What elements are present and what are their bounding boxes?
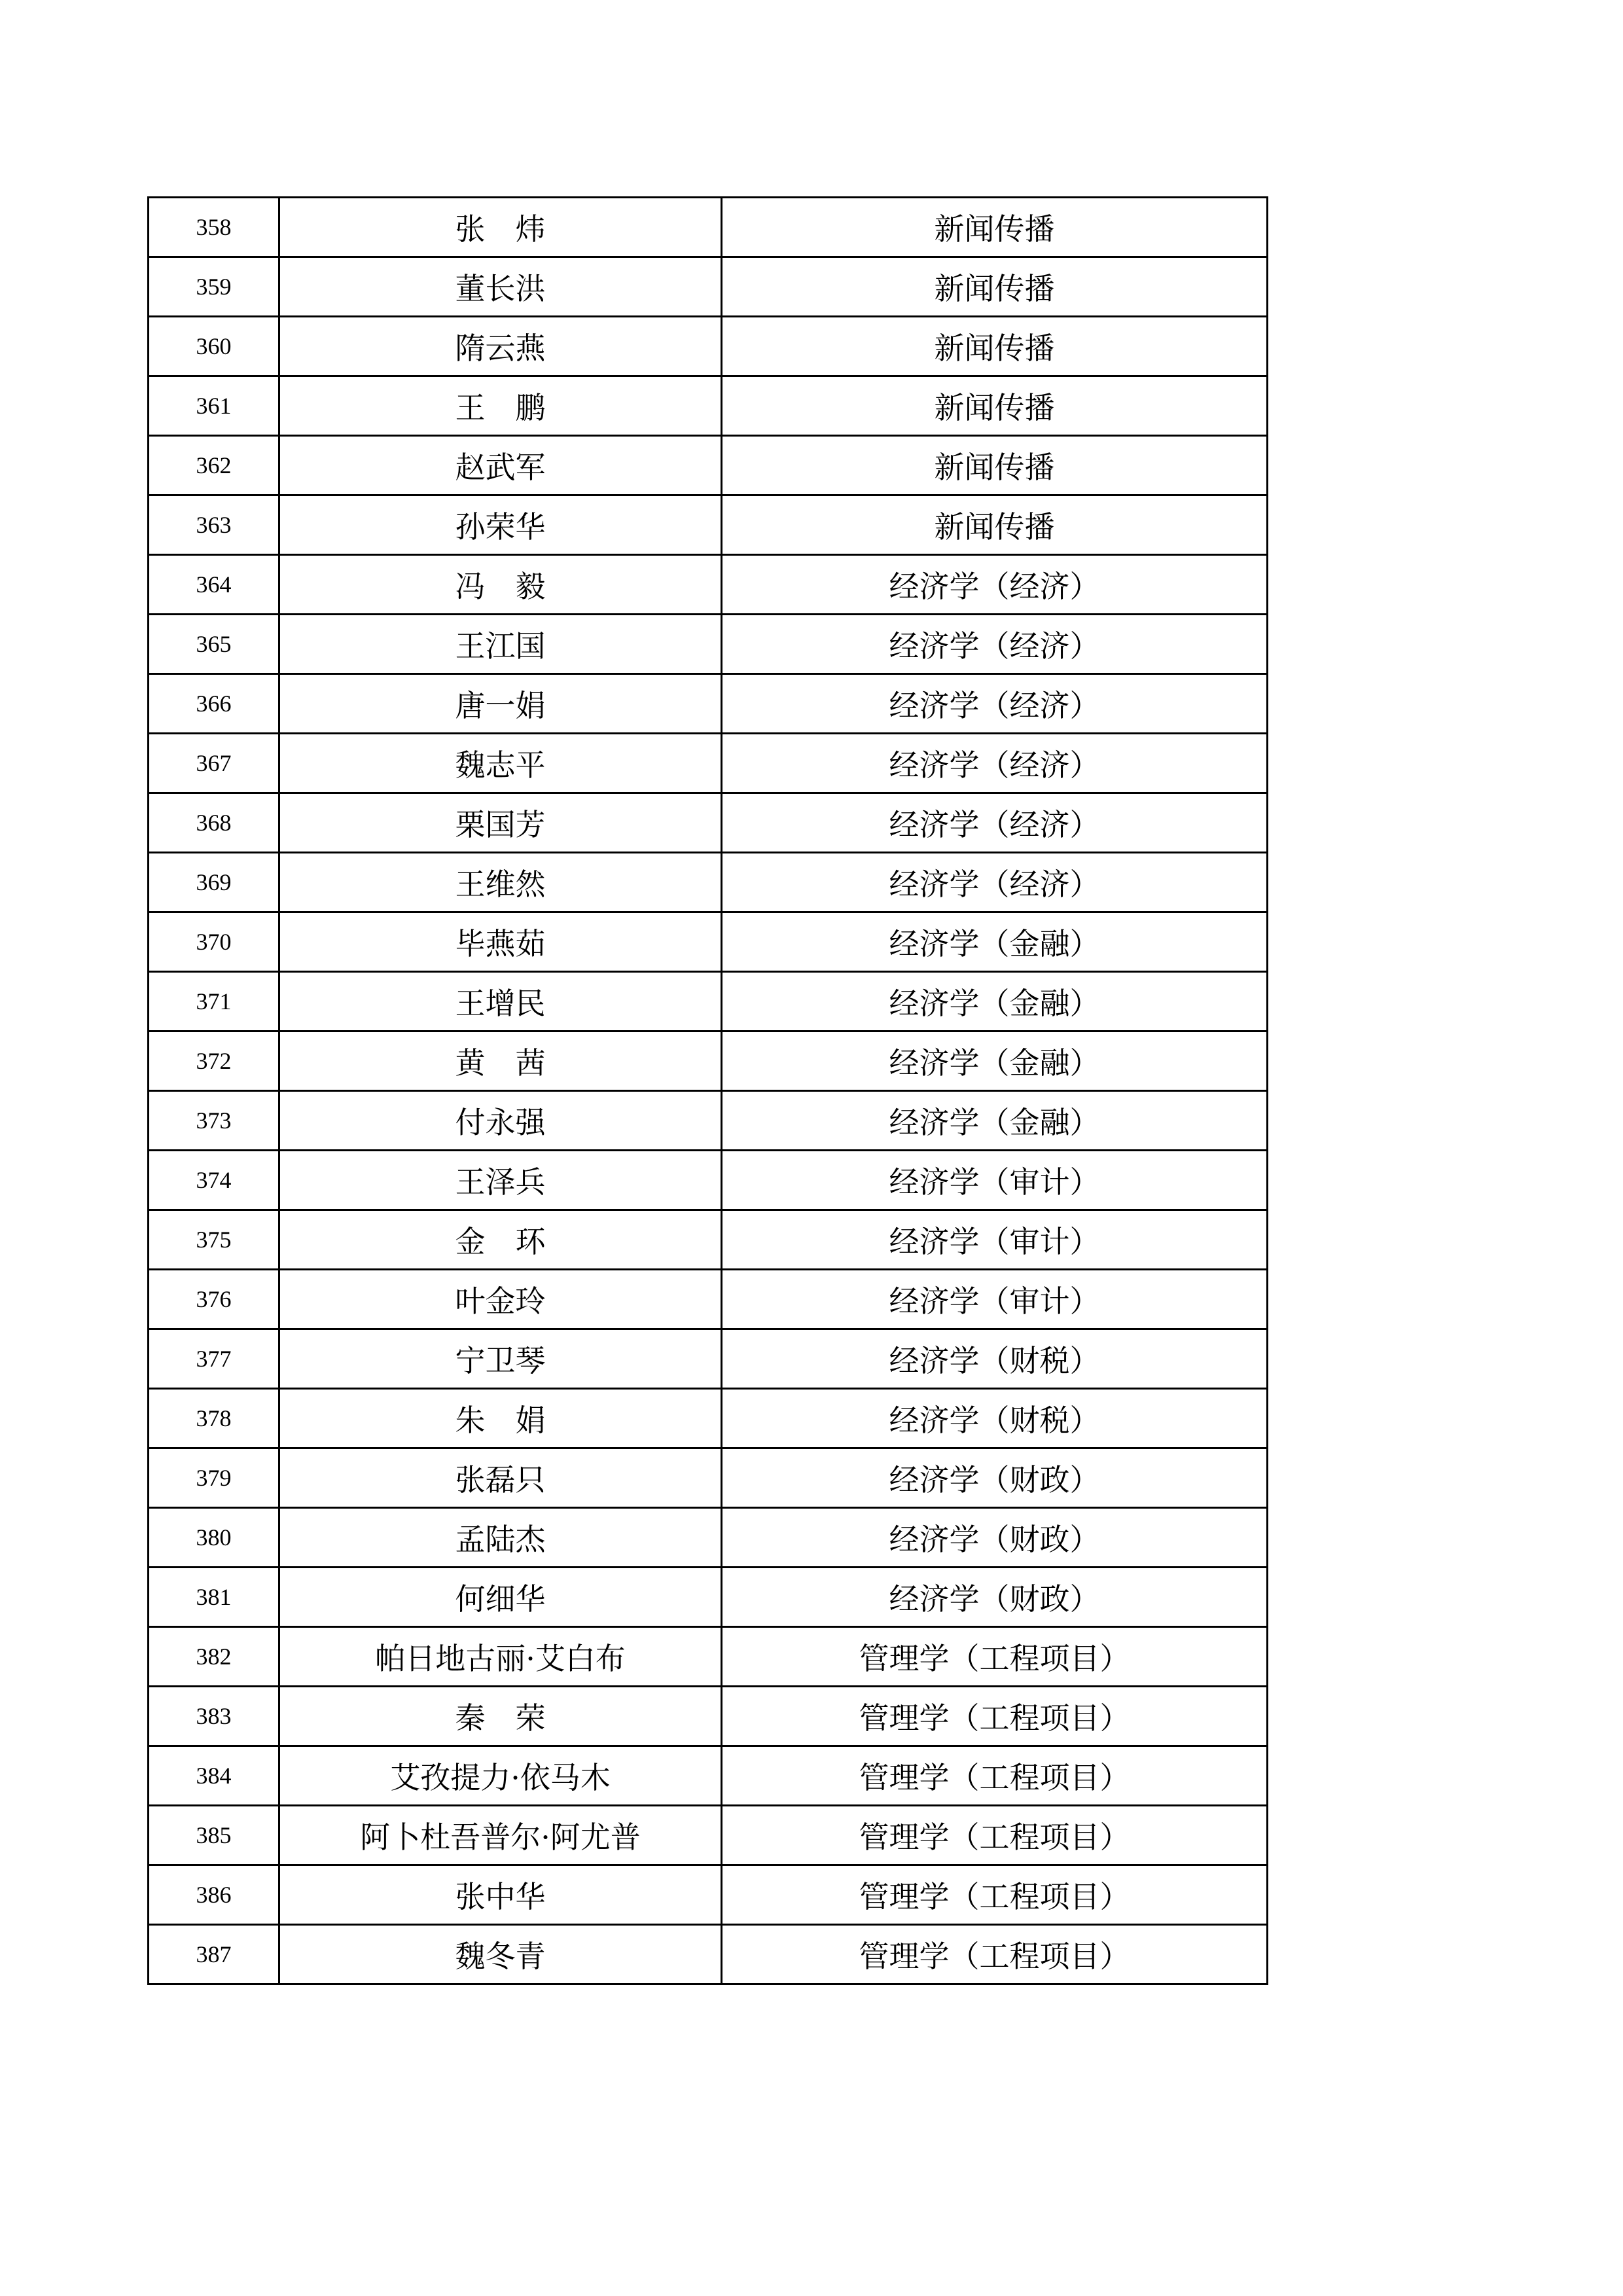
name-cell: 王增民 xyxy=(279,972,722,1031)
table-row xyxy=(149,1746,1268,1806)
row-number-cell: 375 xyxy=(149,1210,279,1270)
row-number-cell: 383 xyxy=(149,1687,279,1746)
row-number-cell: 359 xyxy=(149,257,279,317)
major-cell: 经济学（财税） xyxy=(722,1329,1268,1389)
name-cell: 冯 毅 xyxy=(279,555,722,615)
name-cell: 王泽兵 xyxy=(279,1151,722,1210)
row-number-cell: 370 xyxy=(149,912,279,972)
table-row xyxy=(149,853,1268,912)
major-cell: 经济学（金融） xyxy=(722,912,1268,972)
name-cell: 孙荣华 xyxy=(279,495,722,555)
major-cell: 新闻传播 xyxy=(722,198,1268,257)
name-cell: 朱 娟 xyxy=(279,1389,722,1448)
name-cell: 王江国 xyxy=(279,615,722,674)
table-row xyxy=(149,1031,1268,1091)
name-cell: 王 鹏 xyxy=(279,376,722,436)
name-cell: 栗国芳 xyxy=(279,793,722,853)
table-row xyxy=(149,376,1268,436)
name-cell: 隋云燕 xyxy=(279,317,722,376)
table-row xyxy=(149,495,1268,555)
table-row xyxy=(149,793,1268,853)
major-cell: 管理学（工程项目） xyxy=(722,1687,1268,1746)
name-cell: 孟陆杰 xyxy=(279,1508,722,1568)
table-row xyxy=(149,1389,1268,1448)
row-number-cell: 360 xyxy=(149,317,279,376)
major-cell: 管理学（工程项目） xyxy=(722,1746,1268,1806)
row-number-cell: 358 xyxy=(149,198,279,257)
table-row xyxy=(149,1687,1268,1746)
table-row xyxy=(149,198,1268,257)
row-number-cell: 386 xyxy=(149,1865,279,1925)
table-row xyxy=(149,1508,1268,1568)
major-cell: 经济学（经济） xyxy=(722,615,1268,674)
row-number-cell: 373 xyxy=(149,1091,279,1151)
table-row xyxy=(149,972,1268,1031)
name-cell: 秦 荣 xyxy=(279,1687,722,1746)
major-cell: 经济学（审计） xyxy=(722,1210,1268,1270)
table-row xyxy=(149,1925,1268,1984)
row-number-cell: 385 xyxy=(149,1806,279,1865)
table-row xyxy=(149,734,1268,793)
table-row xyxy=(149,436,1268,495)
table-row xyxy=(149,615,1268,674)
major-cell: 经济学（经济） xyxy=(722,734,1268,793)
row-number-cell: 365 xyxy=(149,615,279,674)
row-number-cell: 363 xyxy=(149,495,279,555)
row-number-cell: 374 xyxy=(149,1151,279,1210)
row-number-cell: 377 xyxy=(149,1329,279,1389)
major-cell: 管理学（工程项目） xyxy=(722,1806,1268,1865)
row-number-cell: 376 xyxy=(149,1270,279,1329)
table-row xyxy=(149,257,1268,317)
row-number-cell: 371 xyxy=(149,972,279,1031)
major-cell: 经济学（经济） xyxy=(722,674,1268,734)
row-number-cell: 367 xyxy=(149,734,279,793)
major-cell: 新闻传播 xyxy=(722,436,1268,495)
row-number-cell: 368 xyxy=(149,793,279,853)
name-cell: 魏志平 xyxy=(279,734,722,793)
row-number-cell: 384 xyxy=(149,1746,279,1806)
name-cell: 毕燕茹 xyxy=(279,912,722,972)
name-cell: 宁卫琴 xyxy=(279,1329,722,1389)
major-cell: 经济学（审计） xyxy=(722,1151,1268,1210)
table-row xyxy=(149,912,1268,972)
row-number-cell: 364 xyxy=(149,555,279,615)
row-number-cell: 372 xyxy=(149,1031,279,1091)
table-row xyxy=(149,1270,1268,1329)
name-cell: 何细华 xyxy=(279,1568,722,1627)
table-row xyxy=(149,1865,1268,1925)
major-cell: 经济学（金融） xyxy=(722,972,1268,1031)
major-cell: 新闻传播 xyxy=(722,257,1268,317)
row-number-cell: 366 xyxy=(149,674,279,734)
name-cell: 赵武军 xyxy=(279,436,722,495)
row-number-cell: 369 xyxy=(149,853,279,912)
table-row xyxy=(149,1627,1268,1687)
row-number-cell: 380 xyxy=(149,1508,279,1568)
roster-body xyxy=(149,198,1268,1984)
major-cell: 管理学（工程项目） xyxy=(722,1627,1268,1687)
name-cell: 帕日地古丽·艾白布 xyxy=(279,1627,722,1687)
major-cell: 经济学（经济） xyxy=(722,853,1268,912)
row-number-cell: 362 xyxy=(149,436,279,495)
major-cell: 经济学（财政） xyxy=(722,1568,1268,1627)
major-cell: 经济学（财政） xyxy=(722,1508,1268,1568)
major-cell: 管理学（工程项目） xyxy=(722,1865,1268,1925)
major-cell: 经济学（审计） xyxy=(722,1270,1268,1329)
roster-table xyxy=(147,196,1268,1985)
major-cell: 新闻传播 xyxy=(722,317,1268,376)
name-cell: 叶金玲 xyxy=(279,1270,722,1329)
major-cell: 管理学（工程项目） xyxy=(722,1925,1268,1984)
name-cell: 黄 茜 xyxy=(279,1031,722,1091)
name-cell: 魏冬青 xyxy=(279,1925,722,1984)
table-row xyxy=(149,1806,1268,1865)
major-cell: 经济学（财政） xyxy=(722,1448,1268,1508)
name-cell: 付永强 xyxy=(279,1091,722,1151)
row-number-cell: 387 xyxy=(149,1925,279,1984)
name-cell: 王维然 xyxy=(279,853,722,912)
table-row xyxy=(149,1329,1268,1389)
name-cell: 阿卜杜吾普尔·阿尤普 xyxy=(279,1806,722,1865)
table-row xyxy=(149,1091,1268,1151)
major-cell: 经济学（金融） xyxy=(722,1031,1268,1091)
major-cell: 经济学（金融） xyxy=(722,1091,1268,1151)
table-row xyxy=(149,555,1268,615)
name-cell: 张 炜 xyxy=(279,198,722,257)
name-cell: 金 环 xyxy=(279,1210,722,1270)
name-cell: 艾孜提力·依马木 xyxy=(279,1746,722,1806)
name-cell: 唐一娟 xyxy=(279,674,722,734)
table-row xyxy=(149,674,1268,734)
row-number-cell: 381 xyxy=(149,1568,279,1627)
name-cell: 张中华 xyxy=(279,1865,722,1925)
table-row xyxy=(149,1151,1268,1210)
major-cell: 经济学（经济） xyxy=(722,793,1268,853)
major-cell: 新闻传播 xyxy=(722,495,1268,555)
major-cell: 经济学（经济） xyxy=(722,555,1268,615)
major-cell: 经济学（财税） xyxy=(722,1389,1268,1448)
table-row xyxy=(149,317,1268,376)
table-row xyxy=(149,1210,1268,1270)
name-cell: 张磊只 xyxy=(279,1448,722,1508)
name-cell: 董长洪 xyxy=(279,257,722,317)
row-number-cell: 379 xyxy=(149,1448,279,1508)
row-number-cell: 378 xyxy=(149,1389,279,1448)
table-row xyxy=(149,1448,1268,1508)
table-row xyxy=(149,1568,1268,1627)
major-cell: 新闻传播 xyxy=(722,376,1268,436)
row-number-cell: 382 xyxy=(149,1627,279,1687)
row-number-cell: 361 xyxy=(149,376,279,436)
